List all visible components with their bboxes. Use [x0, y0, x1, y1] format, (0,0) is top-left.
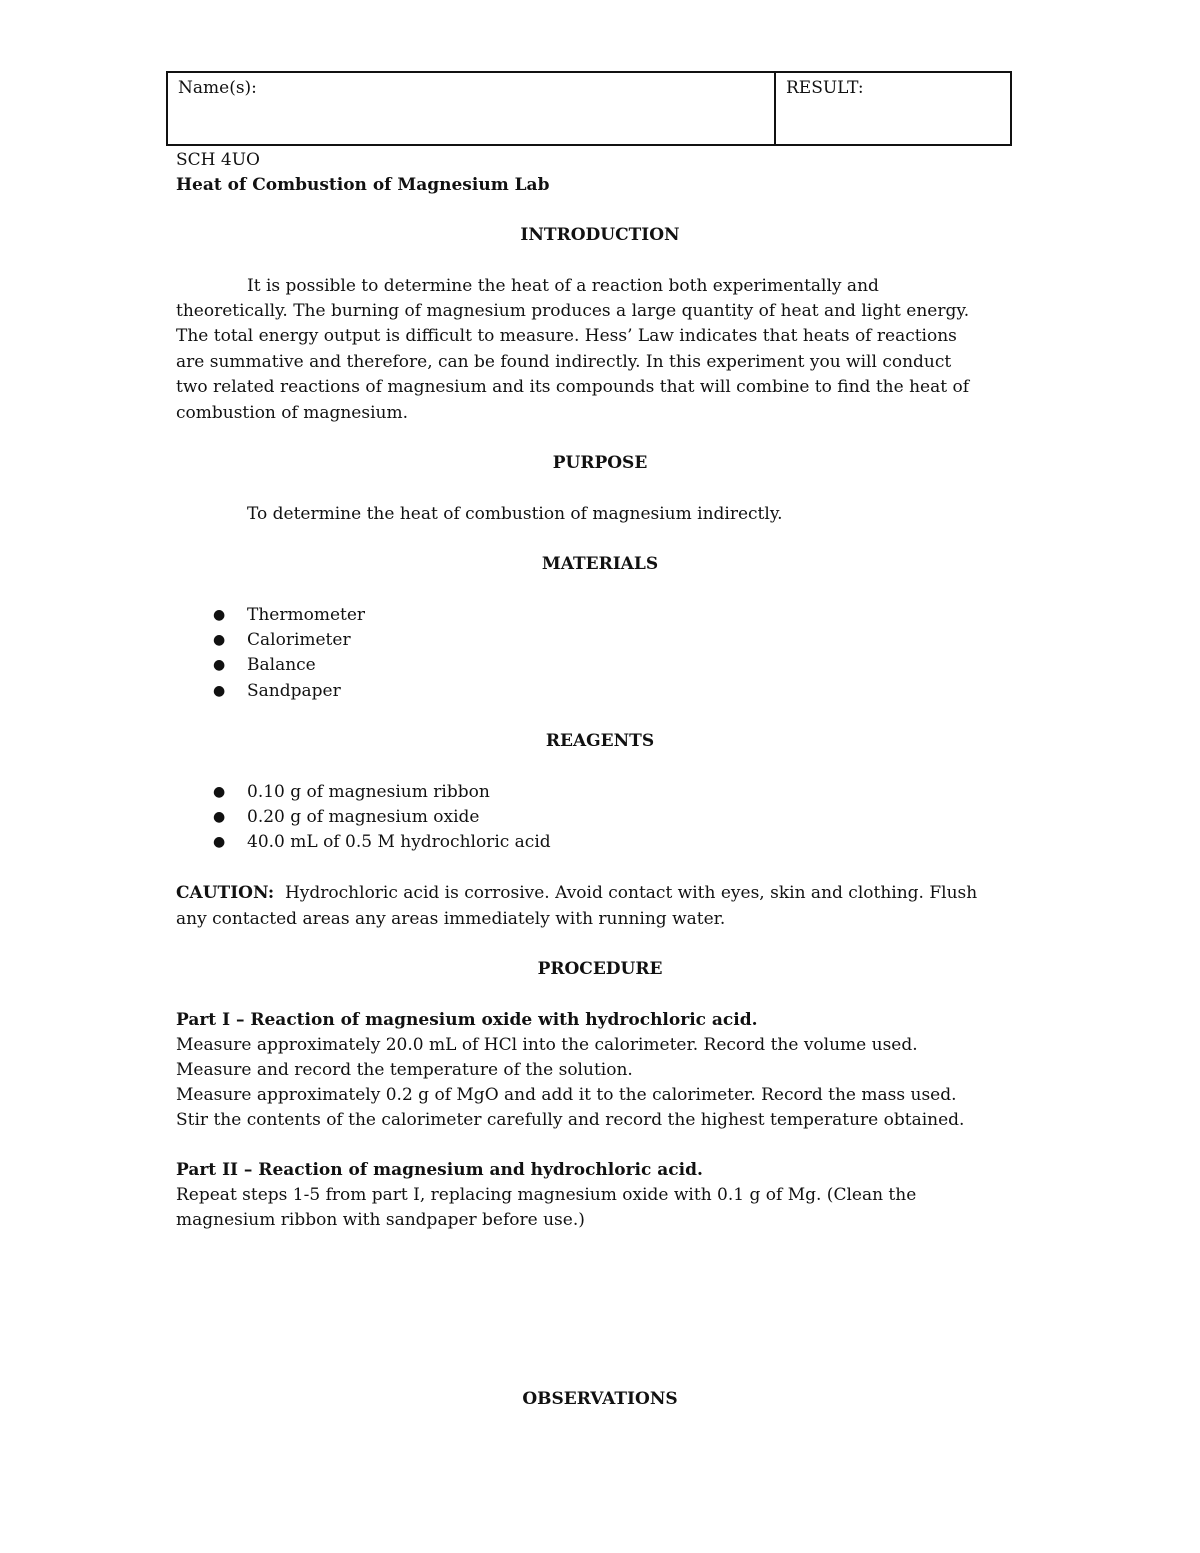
- part2-step: Repeat steps 1-5 from part I, replacing magnesium oxide with 0.1 g of Mg. (Clean the: [176, 1185, 917, 1205]
- result-cell: RESULT:: [786, 78, 864, 98]
- part1-step: Measure and record the temperature of the solution.: [176, 1060, 633, 1080]
- bullet-icon: ●: [213, 834, 226, 850]
- observations-heading: OBSERVATIONS: [522, 1389, 678, 1409]
- materials-item: Balance: [247, 655, 316, 675]
- bullet-icon: ●: [213, 632, 226, 648]
- part1-step: Stir the contents of the calorimeter carefully and record the highest temperature obtained.: [176, 1110, 965, 1130]
- introduction-line: are summative and therefore, can be found indirectly. In this experiment you will conduct: [176, 352, 952, 372]
- reagents-item: 40.0 mL of 0.5 M hydrochloric acid: [247, 832, 551, 852]
- part2-title: Part II – Reaction of magnesium and hydrochloric acid.: [176, 1160, 703, 1180]
- part2-step: magnesium ribbon with sandpaper before use.): [176, 1210, 585, 1230]
- bullet-icon: ●: [213, 784, 226, 800]
- header-table: [166, 71, 1012, 146]
- document-title: Heat of Combustion of Magnesium Lab: [176, 175, 550, 195]
- part1-step: Measure approximately 0.2 g of MgO and add it to the calorimeter. Record the mass used.: [176, 1085, 957, 1105]
- materials-item: Sandpaper: [247, 681, 341, 701]
- part1-title: Part I – Reaction of magnesium oxide with hydrochloric acid.: [176, 1010, 758, 1030]
- reagents-heading: REAGENTS: [545, 731, 655, 751]
- bullet-icon: ●: [213, 809, 226, 825]
- caution-label: CAUTION:: [176, 883, 275, 903]
- caution-text: any contacted areas any areas immediately with running water.: [176, 909, 726, 929]
- bullet-icon: ●: [213, 607, 226, 623]
- part1-step: Measure approximately 20.0 mL of HCl into the calorimeter. Record the volume used.: [176, 1035, 918, 1055]
- purpose-heading: PURPOSE: [552, 453, 648, 473]
- reagents-item: 0.10 g of magnesium ribbon: [247, 782, 490, 802]
- course-code: SCH 4UO: [176, 150, 260, 170]
- bullet-icon: ●: [213, 683, 226, 699]
- introduction-line: The total energy output is difficult to measure. Hess’ Law indicates that heats of reactions: [176, 326, 957, 346]
- introduction-line: two related reactions of magnesium and its compounds that will combine to find the heat of: [176, 377, 969, 397]
- introduction-line: combustion of magnesium.: [176, 403, 408, 423]
- caution-text: Hydrochloric acid is corrosive. Avoid contact with eyes, skin and clothing. Flush: [284, 883, 978, 903]
- introduction-heading: INTRODUCTION: [520, 225, 680, 245]
- materials-item: Thermometer: [247, 605, 366, 625]
- materials-item: Calorimeter: [247, 630, 351, 650]
- caution-line: [176, 881, 977, 906]
- materials-heading: MATERIALS: [541, 554, 659, 574]
- reagents-item: 0.20 g of magnesium oxide: [247, 807, 480, 827]
- purpose-text: To determine the heat of combustion of magnesium indirectly.: [247, 504, 783, 524]
- procedure-heading: PROCEDURE: [537, 959, 663, 979]
- bullet-icon: ●: [213, 657, 226, 673]
- introduction-line: It is possible to determine the heat of a reaction both experimentally and: [247, 276, 879, 296]
- introduction-line: theoretically. The burning of magnesium produces a large quantity of heat and light energy.: [176, 301, 970, 321]
- names-cell: Name(s):: [168, 73, 776, 144]
